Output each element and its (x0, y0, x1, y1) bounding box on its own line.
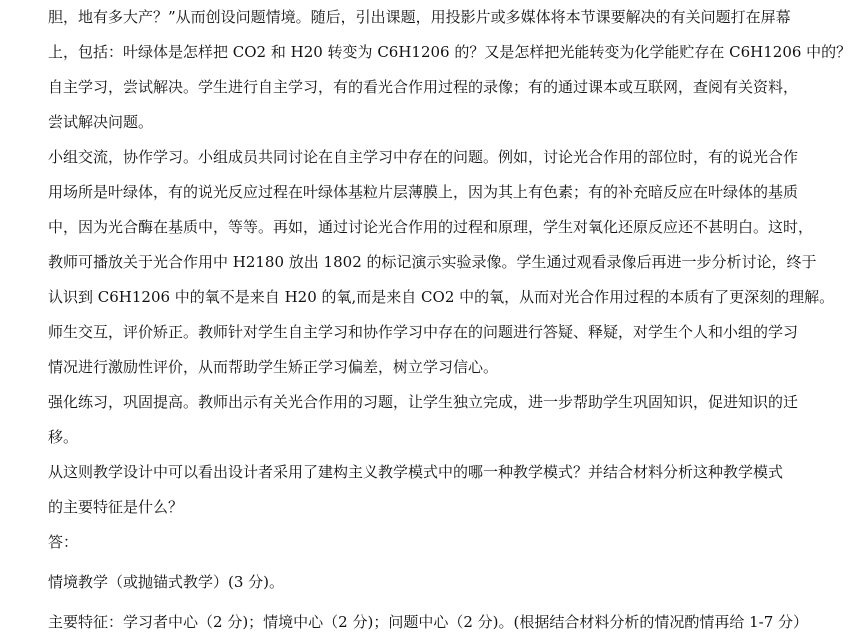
question-line: 从这则教学设计中可以看出设计者采用了建构主义教学模式中的哪一种教学模式？并结合材料分析这种教学模式 (48, 463, 784, 481)
paragraph-line: 自主学习，尝试解决。学生进行自主学习，有的看光合作用过程的录像；有的通过课本或互联网，查阅有关资料， (48, 78, 799, 96)
paragraph-line: 情况进行激励性评价，从而帮助学生矫正学习偏差，树立学习信心。 (48, 358, 499, 376)
paragraph-line: 尝试解决问题。 (48, 113, 154, 131)
answer-line: 情境教学（或抛锚式教学）(3 分)。 (48, 573, 285, 591)
paragraph-line: 小组交流，协作学习。小组成员共同讨论在自主学习中存在的问题。例如，讨论光合作用的部位时，有的说光合作 (48, 148, 799, 166)
paragraph-line: 上，包括：叶绿体是怎样把 CO2 和 H20 转变为 C6H1206 的？又是怎样把光能转变为化学能贮存在 C6H1206 中的？ (48, 43, 852, 61)
paragraph-line: 中，因为光合酶在基质中，等等。再如，通过讨论光合作用的过程和原理，学生对氧化还原反应还不甚明白。这时， (48, 218, 814, 236)
answer-label: 答： (48, 533, 79, 551)
answer-line: 主要特征：学习者中心（2 分)；情境中心（2 分)；问题中心（2 分)。(根据结合材料分析的情况酌情再给 1-7 分） (48, 613, 809, 631)
paragraph-line: 教师可播放关于光合作用中 H2180 放出 1802 的标记演示实验录像。学生通过观看录像后再进一步分析讨论，终于 (48, 253, 817, 271)
paragraph-line: 用场所是叶绿体，有的说光反应过程在叶绿体基粒片层薄膜上，因为其上有色素；有的补充暗反应在叶绿体的基质 (48, 183, 799, 201)
paragraph-line: 师生交互，评价矫正。教师针对学生自主学习和协作学习中存在的问题进行答疑、释疑，对学生个人和小组的学习 (48, 323, 799, 341)
paragraph-line: 移。 (48, 428, 79, 446)
paragraph-line: 胆，地有多大产？”从而创设问题情境。随后，引出课题，用投影片或多媒体将本节课要解决的有关问题打在屏幕 (48, 8, 791, 26)
paragraph-line: 强化练习，巩固提高。教师出示有关光合作用的习题，让学生独立完成，进一步帮助学生巩固知识，促进知识的迁 (48, 393, 799, 411)
document-body (48, 0, 852, 635)
paragraph-line: 认识到 C6H1206 中的氧不是来自 H20 的氧,而是来自 CO2 中的氧，从而对光合作用过程的本质有了更深刻的理解。 (48, 288, 835, 306)
question-line: 的主要特征是什么？ (48, 498, 184, 516)
